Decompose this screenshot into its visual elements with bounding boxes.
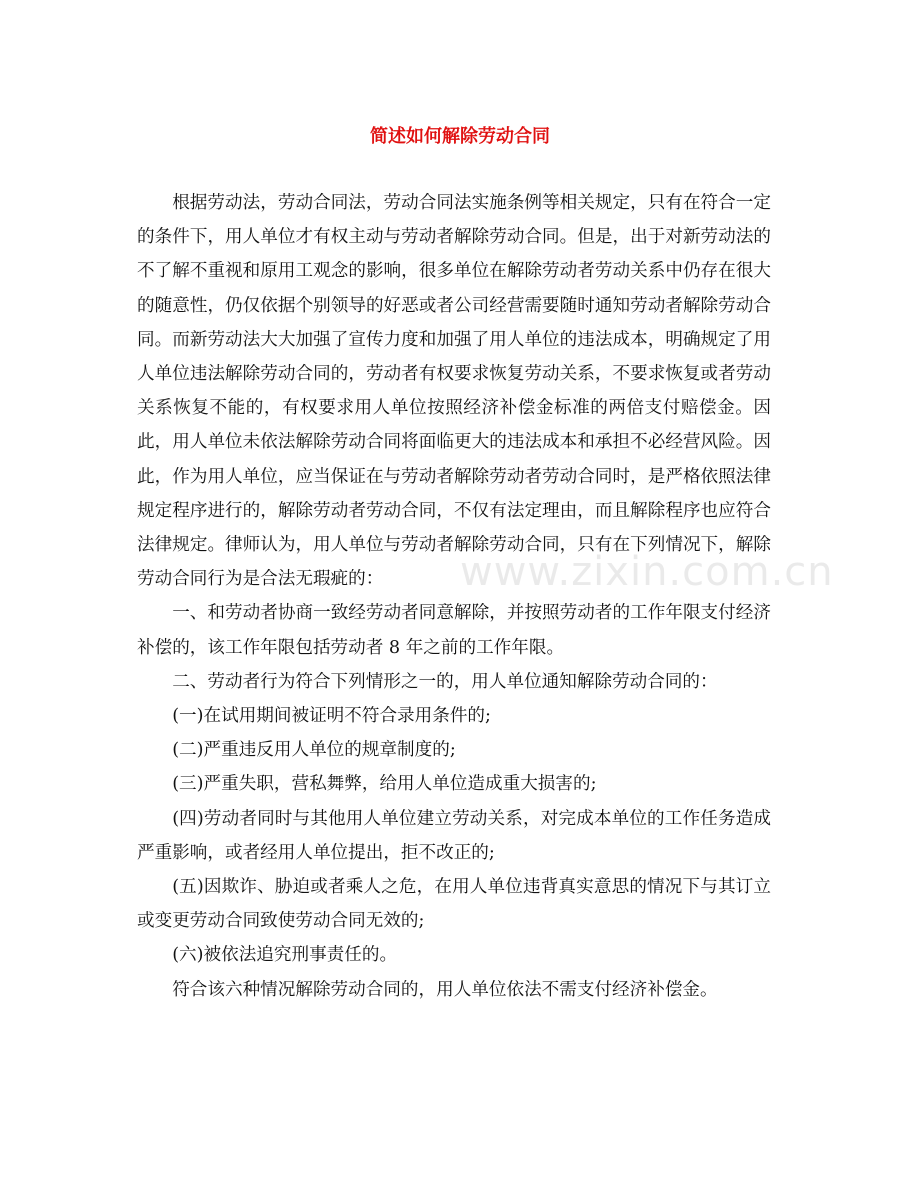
paragraph-item-1: 一、和劳动者协商一致经劳动者同意解除，并按照劳动者的工作年限支付经济补偿的，该工作年限包括劳动者 8 年之前的工作年限。 [137,603,771,658]
paragraph-subitem-3: (三)严重失职，营私舞弊，给用人单位造成重大损害的; [172,774,597,795]
paragraph-conclusion: 符合该六种情况解除劳动合同的，用人单位依法不需支付经济补偿金。 [172,979,718,1000]
paragraph-item-2: 二、劳动者行为符合下列情形之一的，用人单位通知解除劳动合同的： [172,671,718,692]
watermark: www.zixin.com.cn [460,549,834,595]
paragraph-subitem-6: (六)被依法追究刑事责任的。 [172,945,398,966]
document-body [137,186,771,1007]
paragraph-subitem-5: (五)因欺诈、胁迫或者乘人之危，在用人单位违背真实意思的情况下与其订立或变更劳动合同致使劳动合同无效的; [137,877,771,932]
paragraph-intro: 根据劳动法，劳动合同法，劳动合同法实施条例等相关规定，只有在符合一定的条件下，用人单位才有权主动与劳动者解除劳动合同。但是，出于对新劳动法的不了解不重视和原用工观念的影响，很多单位在解除劳动者劳动关系中仍存在很大的随意性，仍仅依据个别领导的好恶或者公司经营需要随时通知劳动者解除劳动合同。而新劳动法大大加强了宣传力度和加强了用人单位的违法成本，明确规定了用人单位违法解除劳动合同的，劳动者有权要求恢复劳动关系，不要求恢复或者劳动关系恢复不能的，有权要求用人单位按照经济补偿金标准的两倍支付赔偿金。因此，用人单位未依法解除劳动合同将面临更大的违法成本和承担不必经营风险。因此，作为用人单位，应当保证在与劳动者解除劳动者劳动合同时，是严格依照法律规定程序进行的，解除劳动者劳动合同，不仅有法定理由，而且解除程序也应符合法律规定。律师认为，用人单位与劳动者解除劳动合同，只有在下列情况下，解除劳动合同行为是合法无瑕疵的： [137,193,771,590]
document-title: 简述如何解除劳动合同 [370,126,550,147]
paragraph-subitem-1: (一)在试用期间被证明不符合录用条件的; [172,706,491,727]
paragraph-subitem-4: (四)劳动者同时与其他用人单位建立劳动关系，对完成本单位的工作任务造成严重影响，或者经用人单位提出，拒不改正的; [137,808,771,863]
paragraph-subitem-2: (二)严重违反用人单位的规章制度的; [172,740,456,761]
